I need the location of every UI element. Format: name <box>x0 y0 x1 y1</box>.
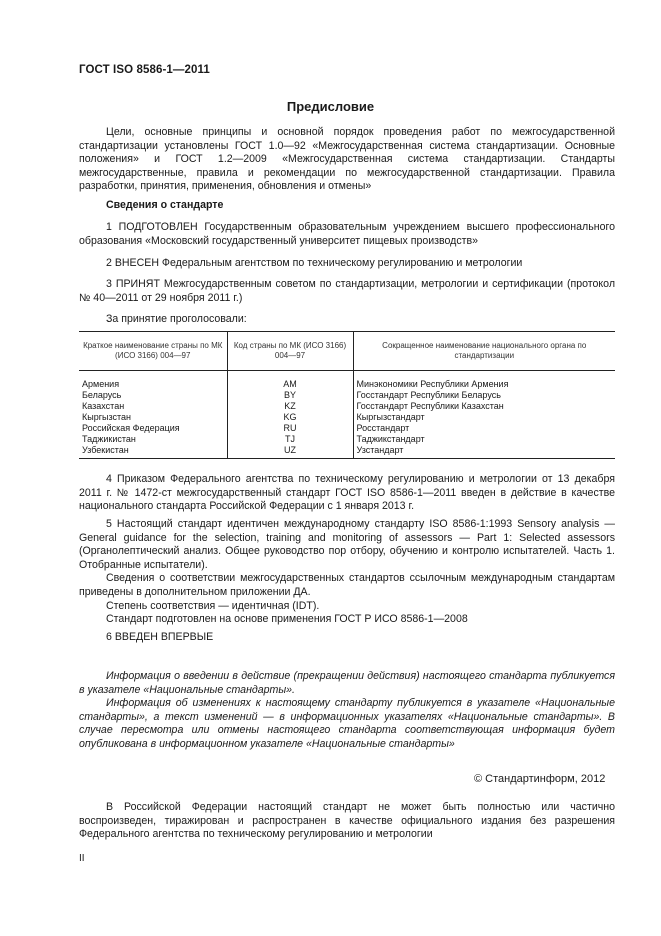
page-title: Предисловие <box>286 99 375 114</box>
country-code-cell: RU <box>227 423 353 434</box>
country-code-cell: TJ <box>227 434 353 445</box>
header-country-name: Краткое наименование страны по МК (ИСО 3166) 004—97 <box>79 332 227 371</box>
national-body-cell: Росстандарт <box>353 423 615 434</box>
item-3-paragraph: 3 ПРИНЯТ Межгосударственным советом по стандартизации, метрологии и сертификации (протокол № 40—2011 от 29 ноября 2011 г.) <box>79 278 615 304</box>
item-1-block <box>79 221 615 248</box>
country-name-cell: Кыргызстан <box>82 412 131 422</box>
copyright-line: © Стандартинформ, 2012 <box>474 773 606 785</box>
country-code-cell: AM <box>227 371 353 391</box>
country-name-cell: Казахстан <box>82 401 125 411</box>
national-body-cell: Кыргызстандарт <box>353 412 615 423</box>
item-3-block <box>79 278 615 305</box>
standard-info-section <box>79 199 615 213</box>
document-code-header: ГОСТ ISO 8586-1—2011 <box>79 64 210 76</box>
item-6-paragraph: 6 ВВЕДЕН ВПЕРВЫЕ <box>106 631 214 643</box>
country-name-cell: Таджикистан <box>82 434 136 444</box>
item-6-block <box>79 631 615 645</box>
item-1-paragraph: 1 ПОДГОТОВЛЕН Государственным образовательным учреждением высшего профессионального образования «Московский государственный университет пищевых производств» <box>79 221 615 247</box>
rights-section <box>79 801 615 842</box>
country-name-cell: Российская Федерация <box>82 423 180 433</box>
vote-label-block <box>79 313 615 327</box>
item-2-paragraph: 2 ВНЕСЕН Федеральным агентством по техническому регулированию и метрологии <box>106 257 523 269</box>
vote-label: За принятие проголосовали: <box>106 313 247 325</box>
country-name-cell: Узбекистан <box>79 445 227 459</box>
item-5-block <box>79 518 615 627</box>
national-body-cell: Таджикстандарт <box>353 434 615 445</box>
country-code-cell: KZ <box>227 401 353 412</box>
rights-paragraph: В Российской Федерации настоящий стандарт не может быть полностью или частично воспроизведен, тиражирован и распространен в качестве официального издания без разрешения Федерального агентства по техническому регулированию и метрологии <box>79 801 615 841</box>
country-name-cell: Армения <box>82 379 120 389</box>
item-5-references: Сведения о соответствии межгосударственных стандартов ссылочным международным стандартам приведены в дополнительном приложении ДА. <box>79 572 615 598</box>
country-code-cell: KG <box>227 412 353 423</box>
header-national-body: Сокращенное наименование национального органа по стандартизации <box>353 332 615 371</box>
table-header-row <box>79 332 615 371</box>
info-paragraph-2: Информация об изменениях к настоящему стандарту публикуется в указателе «Национальные стандарты», а текст изменений — в информационных указателях «Национальные стандарты». В случае пересмотра или отмены настоящего стандарта соответствующая информация будет опубликована в информационном указателе «Национальные стандарты» <box>79 697 615 750</box>
intro-paragraph: Цели, основные принципы и основной порядок проведения работ по межгосударственной стандартизации установлены ГОСТ 1.0—92 «Межгосударственная система стандартизации. Основные положения» и ГОСТ 1.2—2009 «Межгосударственная система стандартизации. Стандарты межгосударственные, правила и рекомендации по межгосударственной стандартизации. Правила разработки, принятия, применения, обновления и отмены» <box>79 126 615 193</box>
country-name-cell: Беларусь <box>82 390 122 400</box>
table-row <box>79 371 615 391</box>
national-body-cell: Госстандарт Республики Казахстан <box>353 401 615 412</box>
info-paragraph-1: Информация о введении в действие (прекращении действия) настоящего стандарта публикуется в указателе «Национальные стандарты». <box>79 670 615 696</box>
country-code-cell: UZ <box>227 445 353 459</box>
item-4-paragraph: 4 Приказом Федерального агентства по техническому регулированию и метрологии от 13 декабря 2011 г. № 1472-ст межгосударственный стандарт ГОСТ ISO 8586-1—2011 введен в действие в качестве национального стандарта Российской Федерации с 1 января 2013 г. <box>79 473 615 513</box>
national-body-cell: Узстандарт <box>353 445 615 459</box>
table-row <box>79 412 615 423</box>
section-heading: Сведения о стандарте <box>106 199 224 211</box>
table-row <box>79 401 615 412</box>
item-4-block <box>79 473 615 514</box>
voting-table <box>79 331 615 459</box>
table-row <box>79 423 615 434</box>
item-5-degree: Степень соответствия — идентичная (IDT). <box>106 599 320 612</box>
header-country-code: Код страны по МК (ИСО 3166) 004—97 <box>227 332 353 371</box>
intro-section <box>79 126 615 194</box>
page-number: II <box>79 853 85 864</box>
item-5-basis: Стандарт подготовлен на основе применения ГОСТ Р ИСО 8586-1—2008 <box>106 613 468 626</box>
table-row <box>79 434 615 445</box>
item-2-block <box>79 257 615 271</box>
national-body-cell: Минэкономики Республики Армения <box>353 371 615 391</box>
table-row <box>79 445 615 459</box>
country-code-cell: BY <box>227 390 353 401</box>
table-row <box>79 390 615 401</box>
item-5-paragraph: 5 Настоящий стандарт идентичен международному стандарту ISO 8586-1:1993 Sensory analysis — General guidance for the selection, training and monitoring of assessors — Part 1: Selected assessors (Органолептический анализ. Общее руководство пор отбору, обучению и контролю испытателей. Часть 1. Отобранные испытатели). <box>79 518 615 571</box>
publication-info-section <box>79 670 615 752</box>
national-body-cell: Госстандарт Республики Беларусь <box>353 390 615 401</box>
